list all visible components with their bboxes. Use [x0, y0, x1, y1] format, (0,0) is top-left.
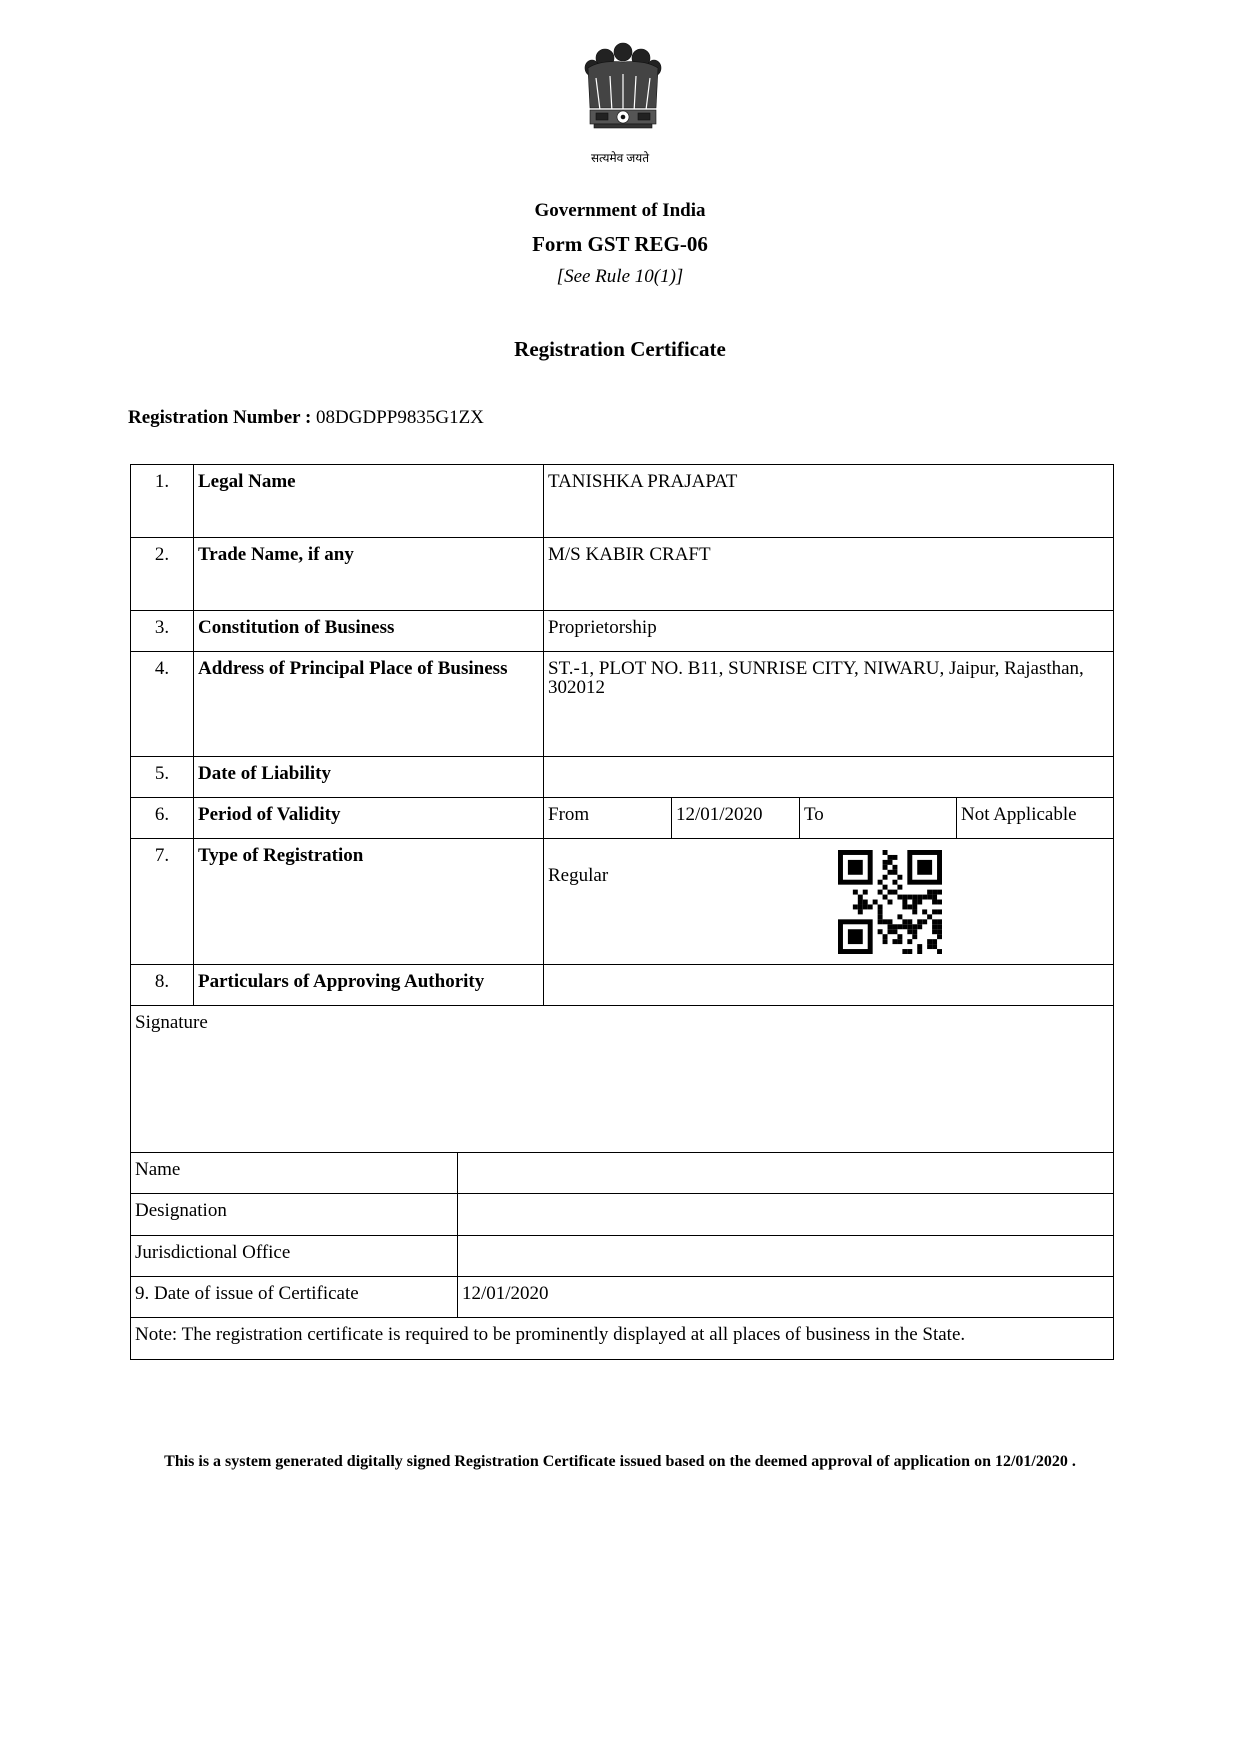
designation-label: Designation	[131, 1193, 458, 1235]
validity-to-label: To	[800, 798, 957, 839]
table-row	[131, 1317, 1114, 1359]
validity-from-value: 12/01/2020	[672, 798, 800, 839]
designation-value	[458, 1193, 1114, 1235]
row-label: Period of Validity	[194, 798, 544, 839]
validity-from-label: From	[544, 798, 672, 839]
row-value: M/S KABIR CRAFT	[544, 538, 1114, 611]
row-value: ST.-1, PLOT NO. B11, SUNRISE CITY, NIWARU, Jaipur, Rajasthan, 302012	[544, 652, 1114, 757]
row-number: 6.	[131, 798, 194, 839]
row-label: Type of Registration	[194, 839, 544, 965]
row-number: 5.	[131, 757, 194, 798]
qr-code-icon	[838, 850, 942, 954]
table-row	[131, 652, 1114, 757]
row-number: 2.	[131, 538, 194, 611]
table-row	[131, 1276, 1114, 1317]
display-note: Note: The registration certificate is required to be prominently displayed at all places of business in the State.	[131, 1317, 1114, 1359]
authority-table	[130, 1006, 1114, 1360]
table-row	[131, 538, 1114, 611]
jurisdiction-value	[458, 1235, 1114, 1276]
row-value: Regular	[548, 865, 609, 886]
table-row	[131, 798, 1114, 839]
row-number: 1.	[131, 465, 194, 538]
national-emblem-icon	[580, 38, 666, 162]
row-value: TANISHKA PRAJAPAT	[544, 465, 1114, 538]
row-value	[544, 757, 1114, 798]
rule-reference: [See Rule 10(1)]	[556, 266, 684, 287]
table-row	[131, 465, 1114, 538]
certificate-table	[130, 464, 1114, 1006]
form-title: Form GST REG-06	[532, 232, 708, 256]
table-row	[131, 1152, 1114, 1193]
table-row	[131, 1006, 1114, 1152]
signature-label: Signature	[131, 1006, 1114, 1152]
validity-to-value: Not Applicable	[957, 798, 1114, 839]
registration-number-value: 08DGDPP9835G1ZX	[316, 407, 484, 428]
row-value	[544, 965, 1114, 1006]
system-generated-note: This is a system generated digitally signed Registration Certificate issued based on the deemed approval of application on 12/01/2020 .	[164, 1453, 1076, 1470]
row-number: 8.	[131, 965, 194, 1006]
issue-date-label: 9. Date of issue of Certificate	[131, 1276, 458, 1317]
row-label: Address of Principal Place of Business	[194, 652, 544, 757]
name-label: Name	[131, 1152, 458, 1193]
registration-type-cell	[544, 839, 1114, 965]
row-number: 7.	[131, 839, 194, 965]
jurisdiction-label: Jurisdictional Office	[131, 1235, 458, 1276]
row-label: Legal Name	[194, 465, 544, 538]
row-label: Date of Liability	[194, 757, 544, 798]
certificate-title: Registration Certificate	[514, 337, 726, 361]
row-label: Trade Name, if any	[194, 538, 544, 611]
issue-date-value: 12/01/2020	[458, 1276, 1114, 1317]
row-number: 3.	[131, 611, 194, 652]
government-title: Government of India	[534, 200, 706, 221]
table-row	[131, 611, 1114, 652]
row-label: Constitution of Business	[194, 611, 544, 652]
row-label: Particulars of Approving Authority	[194, 965, 544, 1006]
table-row	[131, 757, 1114, 798]
registration-number-line	[128, 407, 484, 429]
table-row	[131, 839, 1114, 965]
emblem-motto: सत्यमेव जयते	[590, 151, 650, 165]
row-number: 4.	[131, 652, 194, 757]
row-value: Proprietorship	[544, 611, 1114, 652]
registration-number-label: Registration Number :	[128, 407, 312, 428]
table-row	[131, 965, 1114, 1006]
table-row	[131, 1235, 1114, 1276]
table-row	[131, 1193, 1114, 1235]
name-value	[458, 1152, 1114, 1193]
